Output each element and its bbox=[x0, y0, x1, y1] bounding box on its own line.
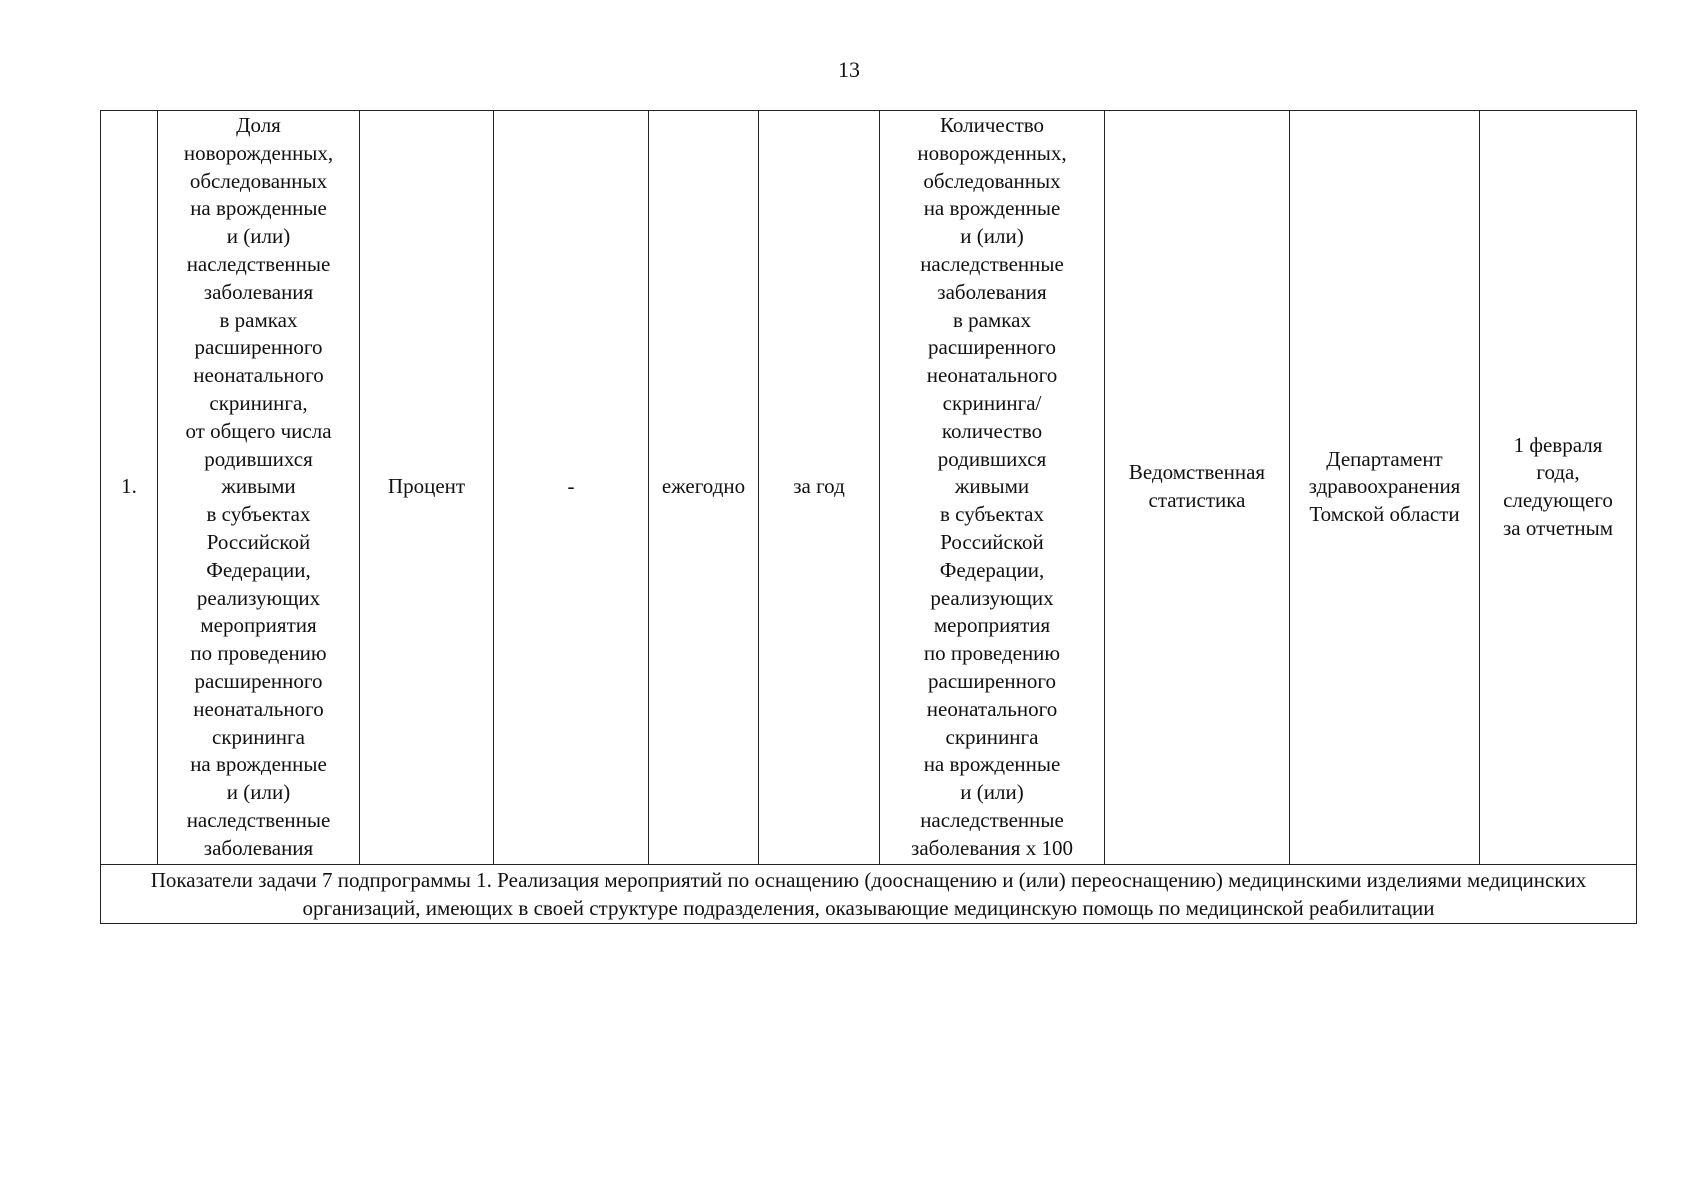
cell-dash: - bbox=[494, 111, 649, 865]
cell-responsible: Департамент здравоохранения Томской области bbox=[1290, 111, 1480, 865]
cell-formula: Количество новорожденных, обследованных на врожденные и (или) наследственные заболевания в рамках расширенного неонатального скрининга/ количество родившихся живыми в субъектах Российской Федерации, реализующих мероприятия по проведению расширенного неонатального скрининга на врожденные и (или) наследственные заболевания х 100 bbox=[880, 111, 1105, 865]
section-heading: Показатели задачи 7 подпрограммы 1. Реализация мероприятий по оснащению (дооснащению и (или) переоснащению) медицинскими изделиями медицинских организаций, имеющих в своей структуре подразделения, оказывающие медицинскую помощь по медицинской реабилитации bbox=[101, 864, 1637, 923]
cell-periodicity: ежегодно bbox=[649, 111, 759, 865]
page-number: 13 bbox=[838, 57, 860, 82]
table-row bbox=[101, 111, 1637, 865]
cell-period: за год bbox=[759, 111, 880, 865]
indicators-table bbox=[100, 110, 1637, 924]
cell-source: Ведомственная статистика bbox=[1105, 111, 1290, 865]
cell-number: 1. bbox=[101, 111, 158, 865]
cell-unit: Процент bbox=[360, 111, 494, 865]
section-row bbox=[101, 864, 1637, 923]
cell-deadline: 1 февраля года, следующего за отчетным bbox=[1480, 111, 1637, 865]
cell-indicator-name: Доля новорожденных, обследованных на врожденные и (или) наследственные заболевания в рамках расширенного неонатального скрининга, от общего числа родившихся живыми в субъектах Российской Федерации, реализующих мероприятия по проведению расширенного неонатального скрининга на врожденные и (или) наследственные заболевания bbox=[158, 111, 360, 865]
